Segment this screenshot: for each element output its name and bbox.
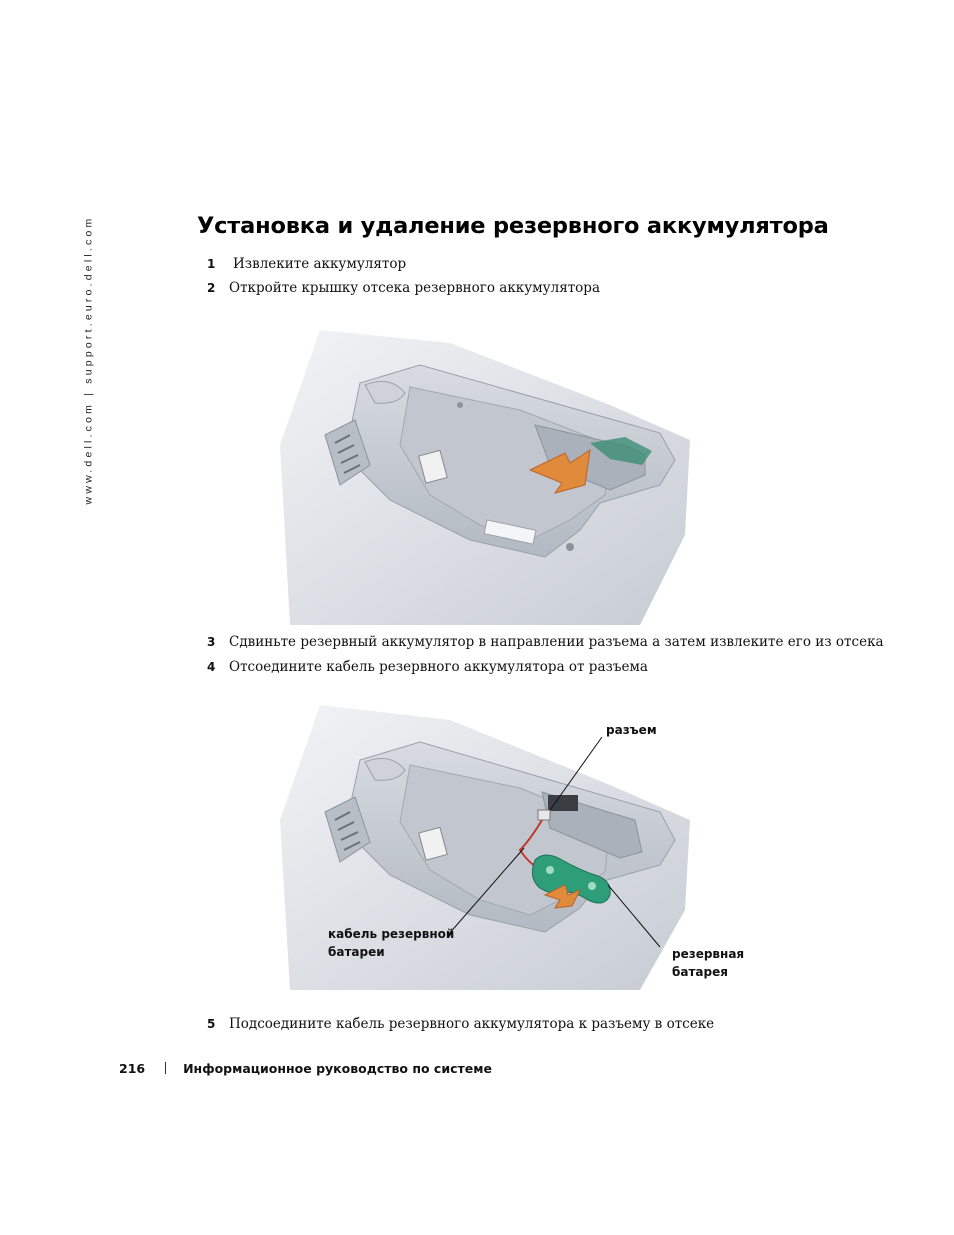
step-number: 2 bbox=[207, 281, 216, 295]
page-number: 216 bbox=[119, 1061, 146, 1076]
step-number: 5 bbox=[207, 1017, 216, 1031]
sidebar-url-text: www.dell.com | support.euro.dell.com bbox=[82, 215, 95, 504]
callout-cable-line2: батареи bbox=[328, 945, 385, 959]
step-text: Отсоедините кабель резервного аккумулятора от разъема bbox=[229, 659, 648, 675]
callout-battery bbox=[672, 945, 744, 981]
leader-line-connector bbox=[550, 737, 602, 810]
page-footer bbox=[119, 1061, 492, 1076]
leader-line-battery bbox=[608, 885, 660, 947]
document-title: Информационное руководство по системе bbox=[183, 1061, 492, 1076]
callout-cable bbox=[328, 925, 454, 961]
callout-connector-text: разъем bbox=[606, 723, 657, 737]
callout-battery-line2: батарея bbox=[672, 965, 728, 979]
footer-divider bbox=[165, 1062, 166, 1074]
callout-connector bbox=[606, 721, 657, 739]
step-number: 3 bbox=[207, 635, 216, 649]
page-title: Установка и удаление резервного аккумулятора bbox=[197, 213, 829, 239]
callout-cable-line1: кабель резервной bbox=[328, 927, 455, 941]
step-5 bbox=[207, 1016, 714, 1032]
step-text: Откройте крышку отсека резервного аккумулятора bbox=[229, 280, 600, 296]
step-number: 1 bbox=[207, 257, 216, 271]
step-text: Сдвиньте резервный аккумулятор в направлении разъема а затем извлеките его из отсека bbox=[229, 634, 884, 650]
step-text: Извлеките аккумулятор bbox=[233, 256, 407, 272]
step-text: Подсоедините кабель резервного аккумулятора к разъему в отсеке bbox=[229, 1016, 715, 1032]
leader-line-cable bbox=[448, 848, 524, 935]
step-number: 4 bbox=[207, 660, 216, 674]
callout-battery-line1: резервная bbox=[672, 947, 745, 961]
